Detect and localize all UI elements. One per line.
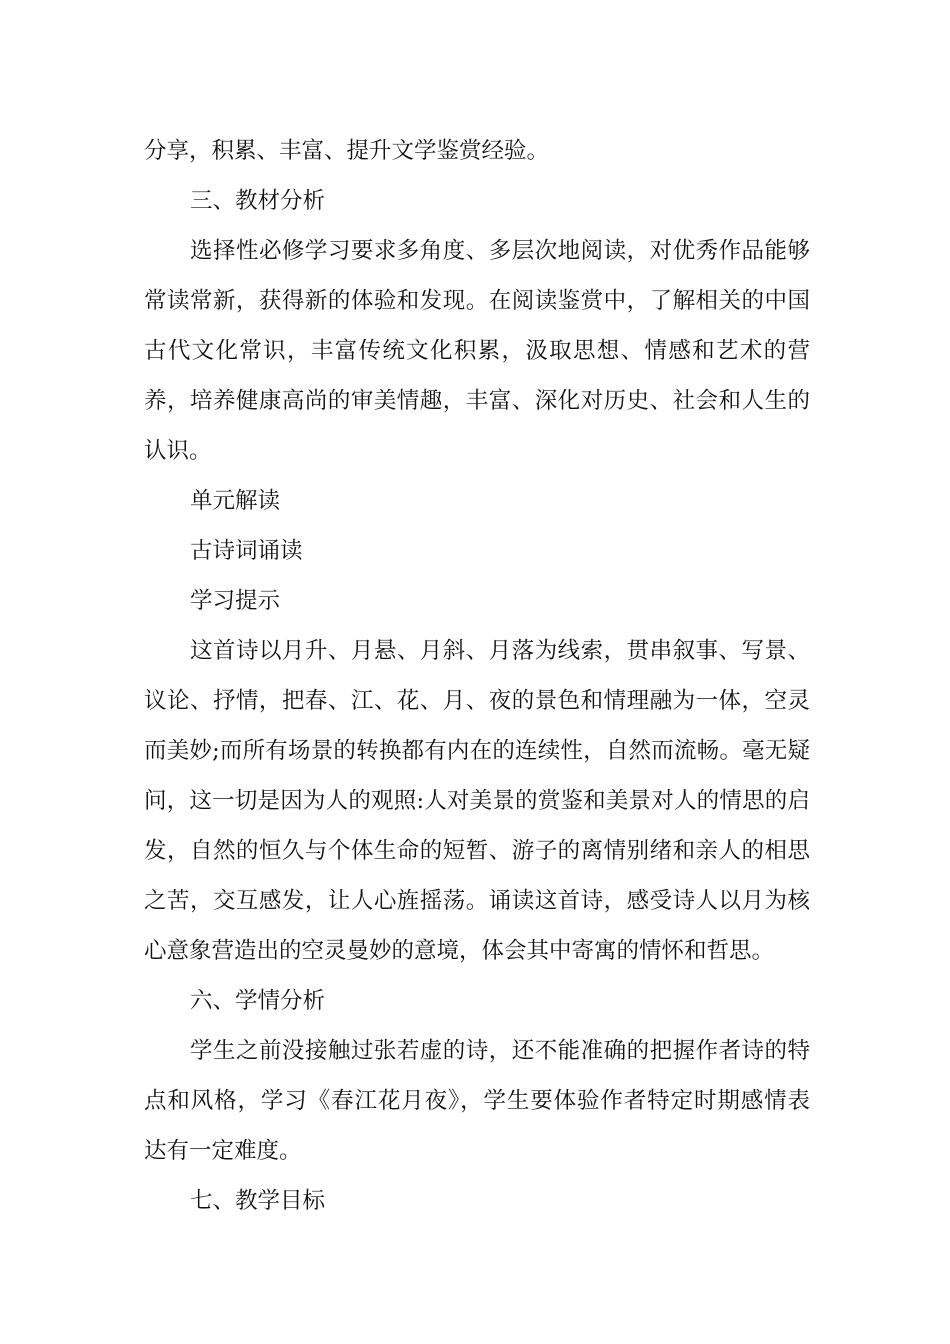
paragraph-line: 之苦，交互感发，让人心旌摇荡。诵读这首诗，感受诗人以月为核 <box>144 888 810 914</box>
section-heading-textbook-analysis: 三、教材分析 <box>190 188 326 214</box>
paragraph-line: 这首诗以月升、月悬、月斜、月落为线索，贯串叙事、写景、 <box>190 638 810 664</box>
paragraph-line: 发，自然的恒久与个体生命的短暂、游子的离情别绪和亲人的相思 <box>144 838 810 864</box>
paragraph-line: 议论、抒情，把春、江、花、月、夜的景色和情理融为一体，空灵 <box>144 688 810 714</box>
paragraph-line: 心意象营造出的空灵曼妙的意境，体会其中寄寓的情怀和哲思。 <box>144 938 775 964</box>
paragraph-line: 古代文化常识，丰富传统文化积累，汲取思想、情感和艺术的营 <box>144 338 810 364</box>
paragraph-line: 而美妙;而所有场景的转换都有内在的连续性，自然而流畅。毫无疑 <box>144 738 810 764</box>
section-heading-learning-analysis: 六、学情分析 <box>190 988 326 1014</box>
paragraph-line: 分享，积累、丰富、提升文学鉴赏经验。 <box>144 138 550 164</box>
paragraph-line: 学生之前没接触过张若虚的诗，还不能准确的把握作者诗的特 <box>190 1038 810 1064</box>
paragraph-line: 养，培养健康高尚的审美情趣，丰富、深化对历史、社会和人生的 <box>144 388 810 414</box>
paragraph-line: 常读常新，获得新的体验和发现。在阅读鉴赏中，了解相关的中国 <box>144 288 810 314</box>
heading-ancient-poetry-recitation: 古诗词诵读 <box>190 538 303 564</box>
paragraph-line: 点和风格，学习《春江花月夜》，学生要体验作者特定时期感情表 <box>144 1088 810 1114</box>
heading-study-tips: 学习提示 <box>190 588 281 614</box>
paragraph-line: 达有一定难度。 <box>144 1138 302 1164</box>
section-heading-teaching-objectives: 七、教学目标 <box>190 1188 326 1214</box>
paragraph-line: 问，这一切是因为人的观照:人对美景的赏鉴和美景对人的情思的启 <box>144 788 810 814</box>
paragraph-line: 选择性必修学习要求多角度、多层次地阅读，对优秀作品能够 <box>190 238 810 264</box>
paragraph-line: 认识。 <box>144 438 212 464</box>
heading-unit-interpretation: 单元解读 <box>190 488 281 514</box>
